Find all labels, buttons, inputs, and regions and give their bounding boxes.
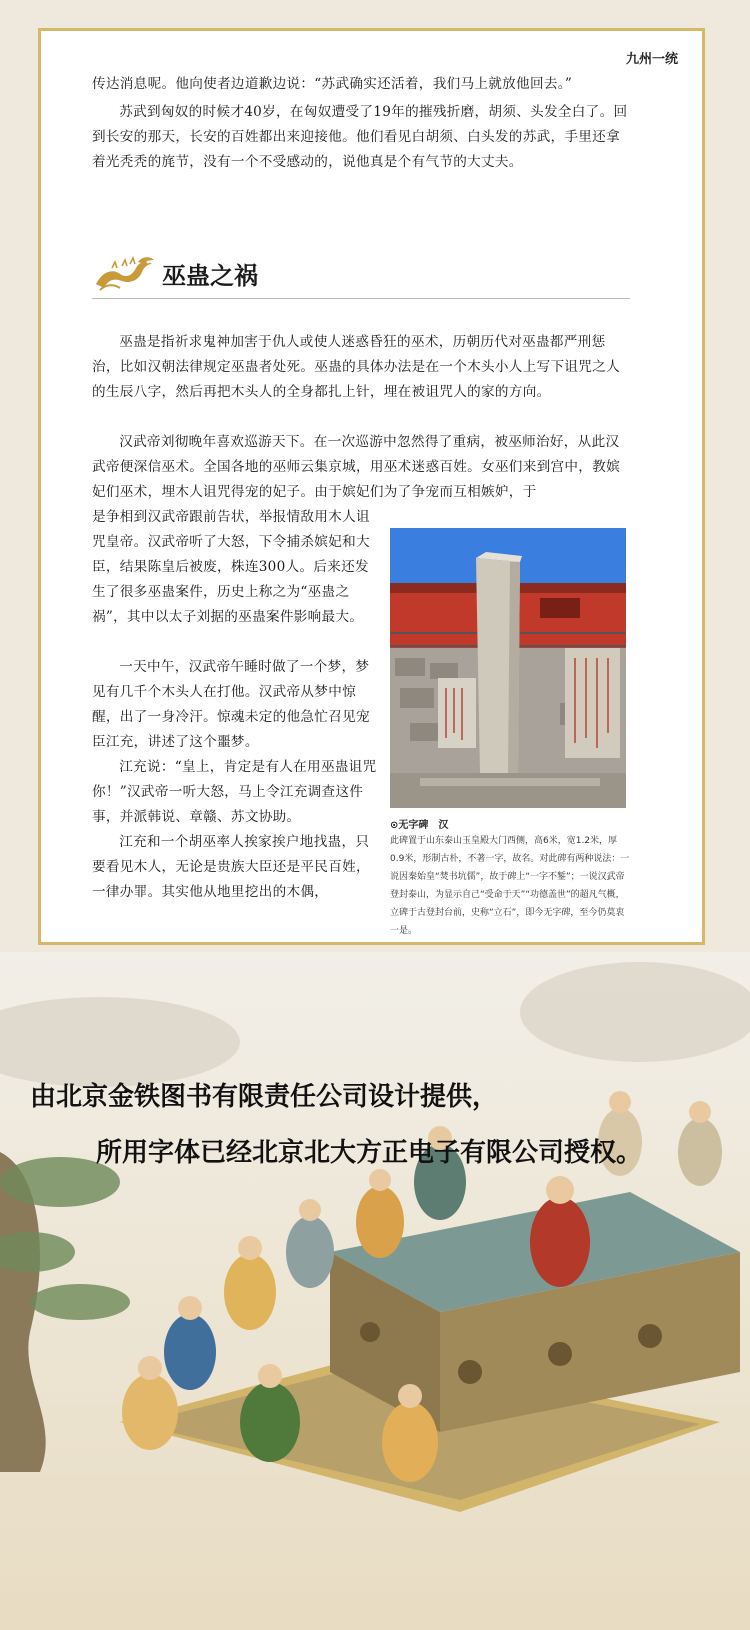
paragraph: 传达消息呢。他向使者边道歉边说：“苏武确实还活着，我们马上就放他回去。” <box>92 76 573 92</box>
stele-photo <box>390 528 626 808</box>
section-title: 巫蛊之祸 <box>162 261 258 290</box>
classical-painting-background <box>0 952 750 1630</box>
photo-caption-body: 此碑置于山东泰山玉皇殿大门西侧，高6米，宽1.2米，厚0.9米，形制古朴，不著一字，故名。对此碑有两种说法：一说因秦始皇“焚书坑儒”，故于碑上“一字不錾”；一说汉武帝登封泰山，为显示自己“受命于天”“功德盖世”的超凡气概，立碑于古登封台前，史称“立石”，即今无字碑，至今仍莫衷一是。 <box>390 836 630 936</box>
section-heading <box>92 250 630 299</box>
paragraph: 江充说：“皇上，肯定是有人在用巫蛊诅咒你！”汉武帝一听大怒，马上令江充调查这件事，并派韩说、章赣、苏文协助。 <box>92 759 377 825</box>
paragraph: 汉武帝刘彻晚年喜欢巡游天下。在一次巡游中忽然得了重病，被巫师治好，从此汉武帝便深信巫术。全国各地的巫师云集京城，用巫术迷惑百姓。女巫们来到宫中，教嫔妃们巫术，埋木人诅咒得宠的妃子。由于嫔妃们为了争宠而互相嫉妒，于 <box>92 434 620 500</box>
photo-caption-title: ⊙无字碑 汉 <box>390 820 449 831</box>
paragraph: 苏武到匈奴的时候才40岁，在匈奴遭受了19年的摧残折磨，胡须、头发全白了。回到长安的那天，长安的百姓都出来迎接他。他们看见白胡须、白头发的苏武，手里还拿着光秃秃的旄节，没有一个不受感动的，说他真是个有气节的大丈夫。 <box>92 104 628 170</box>
paragraph: 巫蛊是指祈求鬼神加害于仇人或使人迷惑昏狂的巫术，历朝历代对巫蛊都严刑惩治，比如汉朝法律规定巫蛊者处死。巫蛊的具体办法是在一个木头小人上写下诅咒之人的生辰八字，然后再把木头人的全身都扎上针，埋在被诅咒人的家的方向。 <box>92 334 620 400</box>
credit-line: 由北京金铁图书有限责任公司设计提供， <box>30 1082 499 1112</box>
paragraph: 江充和一个胡巫率人挨家挨户地找蛊，只要看见木人，无论是贵族大臣还是平民百姓，一律办罪。其实他从地里挖出的木偶， <box>92 834 370 900</box>
paragraph: 一天中午，汉武帝午睡时做了一个梦，梦见有几千个木头人在打他。汉武帝从梦中惊醒，出了一身冷汗。惊魂未定的他急忙召见宠臣江充，讲述了这个噩梦。 <box>92 659 370 750</box>
credit-line: 所用字体已经北京北大方正电子有限公司授权。 <box>96 1138 643 1168</box>
running-head: 九州一统 <box>625 52 678 67</box>
dragon-ornament-icon <box>92 254 156 294</box>
paragraph: 是争相到汉武帝跟前告状，举报情敌用木人诅咒皇帝。汉武帝听了大怒，下令捕杀嫔妃和大臣，结果陈皇后被废，株连300人。后来还发生了很多巫蛊案件，历史上称之为“巫蛊之祸”，其中以太子刘据的巫蛊案件影响最大。 <box>92 509 370 625</box>
